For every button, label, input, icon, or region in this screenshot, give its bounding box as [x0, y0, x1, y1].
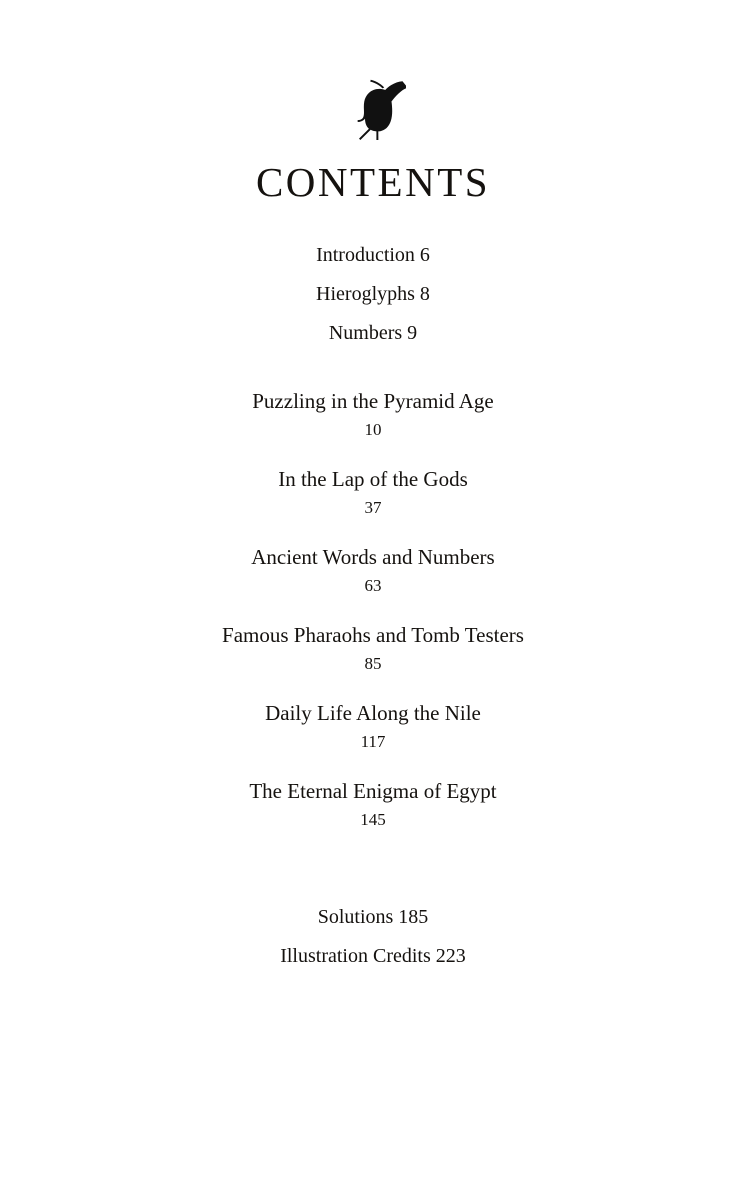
chapter-title: Puzzling in the Pyramid Age [252, 389, 494, 413]
list-item [0, 386, 746, 444]
chapter-title: Ancient Words and Numbers [251, 545, 495, 569]
chapter-page-number: 63 [364, 576, 382, 595]
list-item [0, 542, 746, 600]
chapter-title: In the Lap of the Gods [278, 467, 468, 491]
list-item [0, 464, 746, 522]
list-item: Solutions 185 [317, 906, 429, 928]
list-item [0, 698, 746, 756]
list-item: Numbers 9 [328, 322, 418, 344]
ibis-bird-icon [0, 78, 746, 145]
list-item [0, 620, 746, 678]
list-item: Illustration Credits 223 [280, 945, 466, 967]
chapter-page-number: 85 [364, 654, 382, 673]
chapter-page-number: 10 [364, 420, 382, 439]
chapter-list [0, 386, 746, 854]
chapter-title: The Eternal Enigma of Egypt [249, 779, 497, 803]
list-item: Introduction 6 [316, 244, 430, 266]
chapter-page-number: 145 [360, 810, 386, 829]
page-title: CONTENTS [255, 159, 491, 205]
chapter-title: Daily Life Along the Nile [265, 701, 481, 725]
list-item [0, 776, 746, 834]
back-matter-list [0, 898, 746, 976]
list-item: Hieroglyphs 8 [316, 283, 430, 305]
chapter-page-number: 37 [364, 498, 382, 517]
front-matter-list [0, 236, 746, 353]
chapter-page-number: 117 [360, 732, 386, 751]
chapter-title: Famous Pharaohs and Tomb Testers [222, 623, 524, 647]
